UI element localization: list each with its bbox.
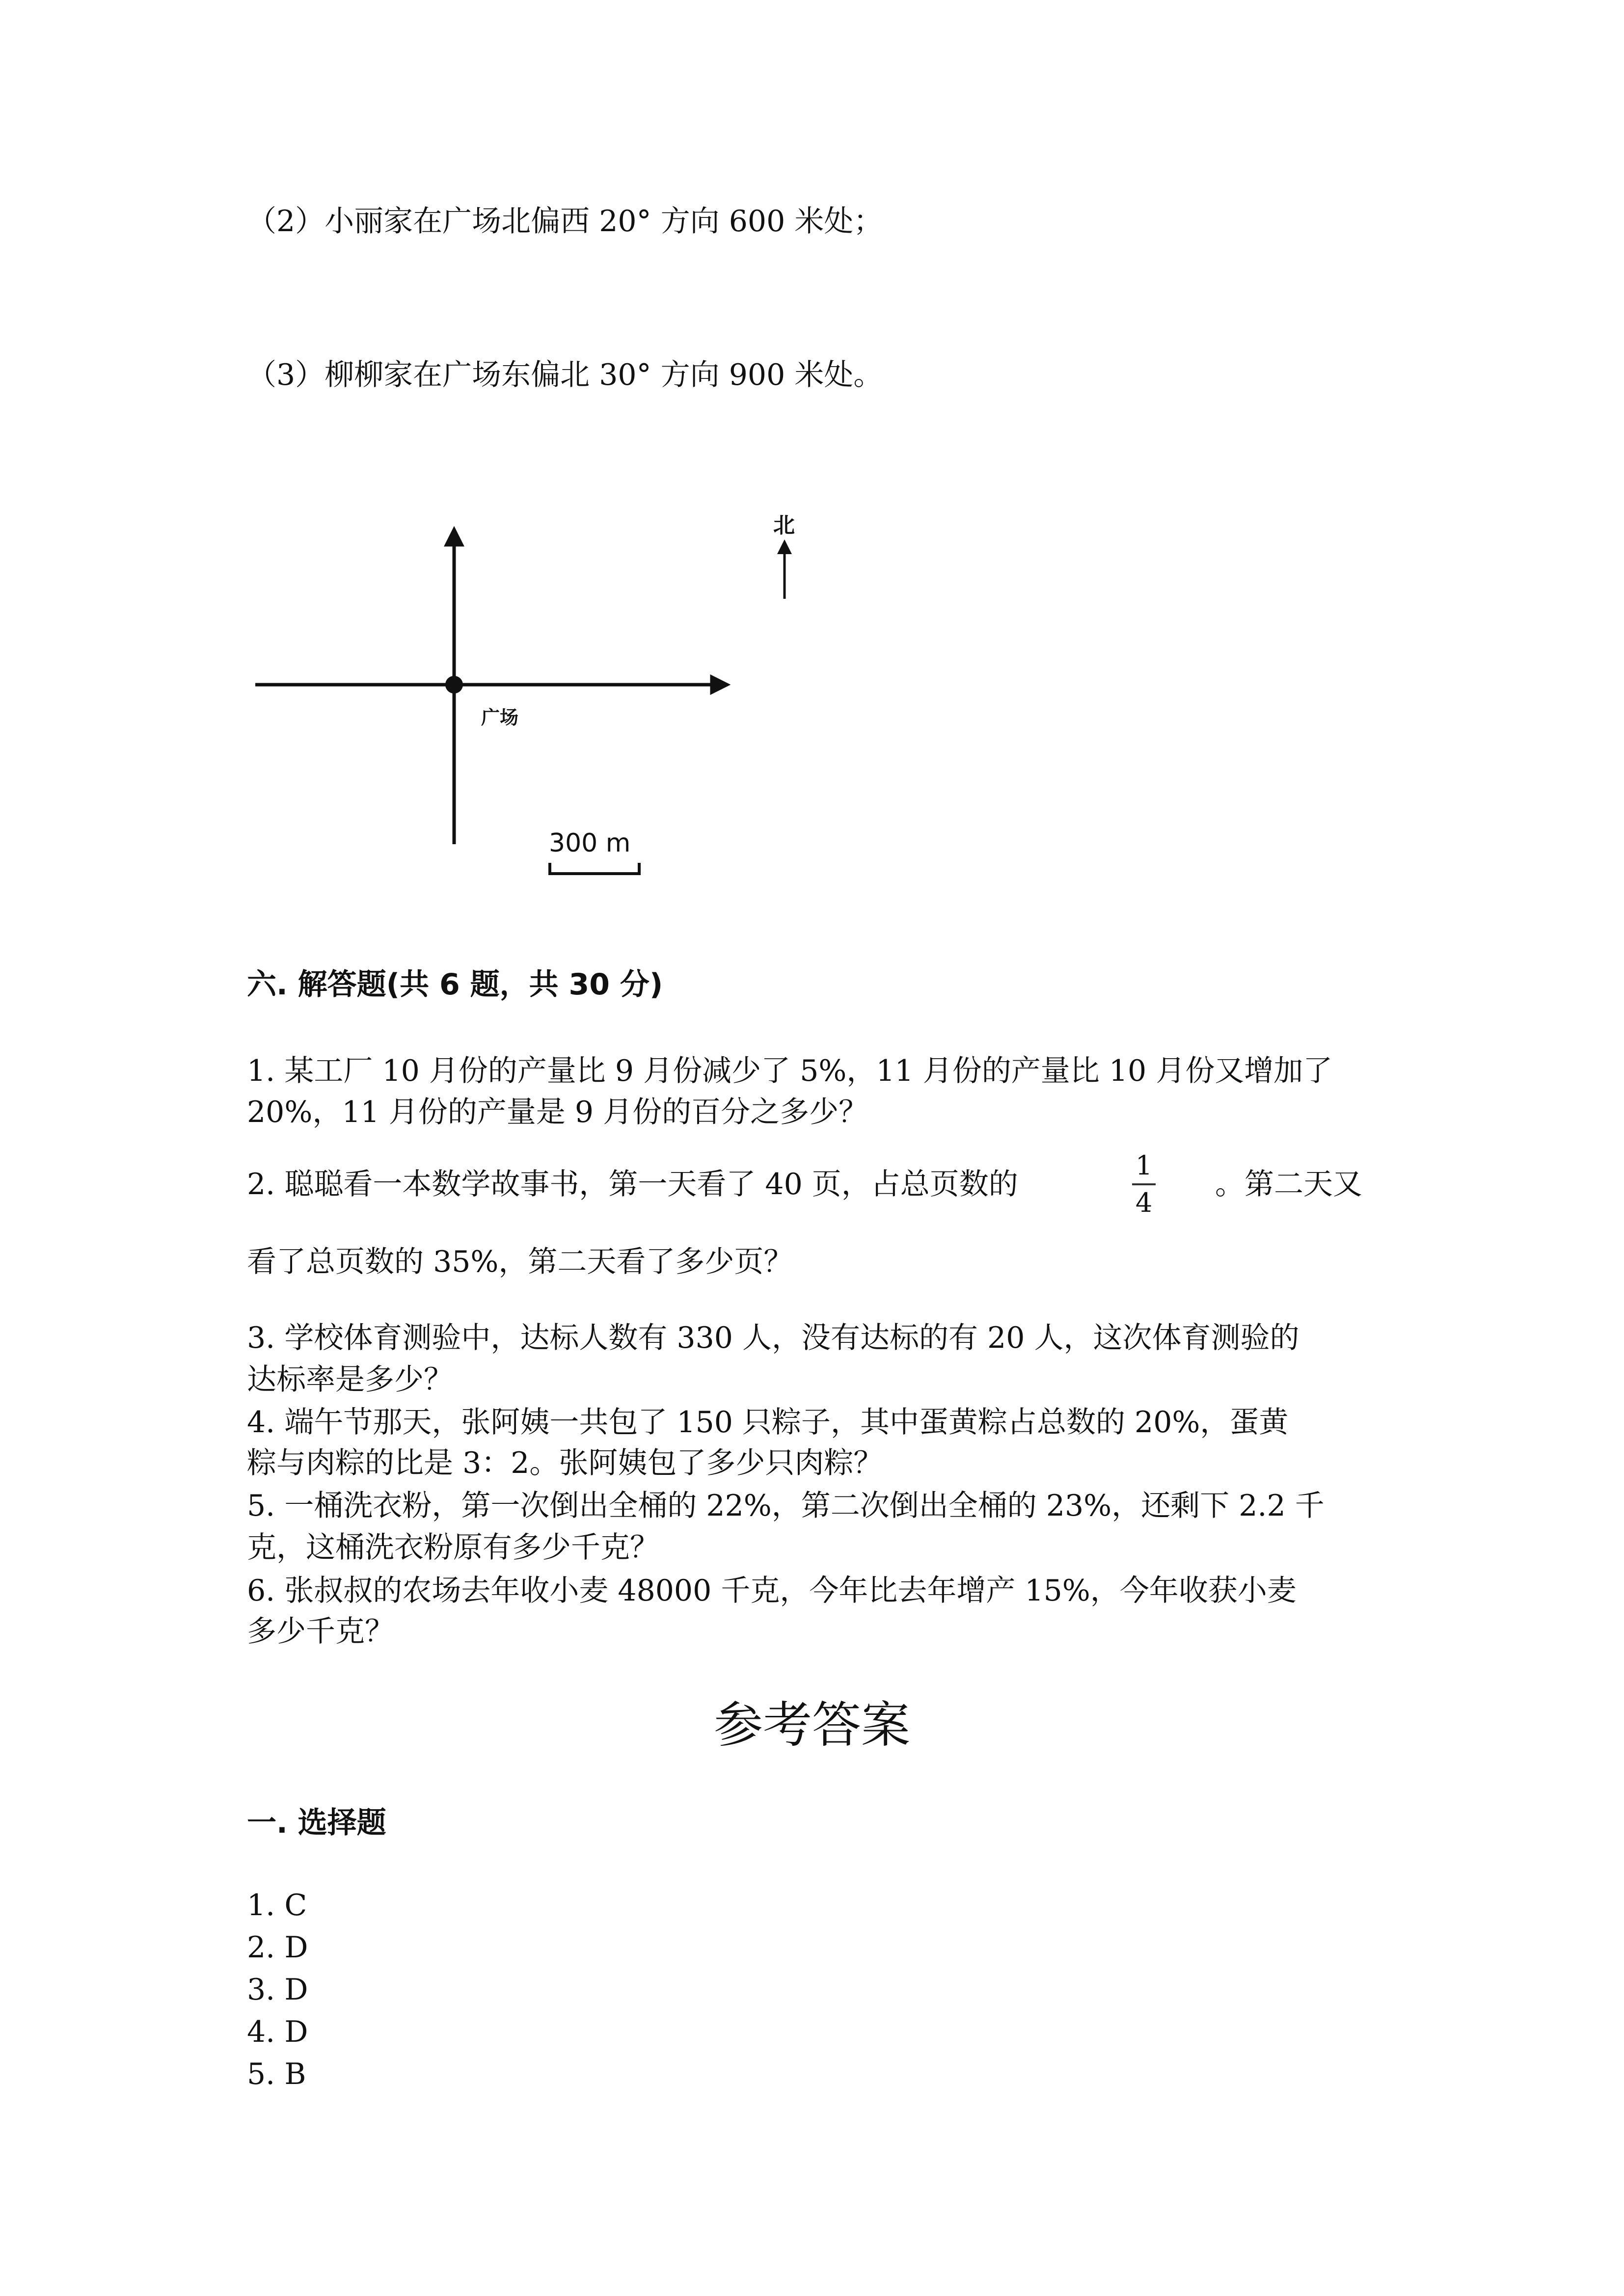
q2-line1-end: 。第二天又 bbox=[1215, 1167, 1362, 1201]
section6-title: 六. 解答题(共 6 题，共 30 分) bbox=[247, 967, 663, 1002]
q5-line2: 克，这桶洗衣粉原有多少千克？ bbox=[247, 1530, 659, 1565]
item-5-2: （2）小丽家在广场北偏西 20° 方向 600 米处； bbox=[247, 204, 883, 239]
q3-line1: 3. 学校体育测验中，达标人数有 330 人，没有达标的有 20 人，这次体育测验的 bbox=[247, 1321, 1299, 1355]
q3-line2: 达标率是多少？ bbox=[247, 1362, 453, 1397]
map-center-dot bbox=[445, 676, 463, 694]
fraction-denominator: 4 bbox=[1135, 1187, 1153, 1218]
center-label: 广场 bbox=[481, 707, 519, 728]
answer-item: 3. D bbox=[247, 1973, 308, 2007]
answer-item: 4. D bbox=[247, 2015, 308, 2049]
q2-line2: 看了总页数的 35%，第二天看了多少页？ bbox=[247, 1245, 793, 1279]
q2-fraction bbox=[1129, 1151, 1159, 1218]
scale-label: 300 m bbox=[549, 828, 631, 858]
q6-line2: 多少千克？ bbox=[247, 1614, 394, 1649]
fraction-numerator: 1 bbox=[1135, 1150, 1153, 1181]
q4-line2: 粽与肉粽的比是 3：2。张阿姨包了多少只肉粽？ bbox=[247, 1446, 883, 1480]
q1-line1: 1. 某工厂 10 月份的产量比 9 月份减少了 5%，11 月份的产量比 10 月份又增加了 bbox=[247, 1054, 1333, 1088]
item-5-3: （3）柳柳家在广场东偏北 30° 方向 900 米处。 bbox=[247, 358, 883, 392]
north-label: 北 bbox=[773, 513, 795, 538]
q5-line1: 5. 一桶洗衣粉，第一次倒出全桶的 22%，第二次倒出全桶的 23%，还剩下 2.2 千 bbox=[247, 1489, 1325, 1523]
q6-line1: 6. 张叔叔的农场去年收小麦 48000 千克，今年比去年增产 15%，今年收获小麦 bbox=[247, 1574, 1297, 1608]
answers-section1-title: 一. 选择题 bbox=[247, 1806, 386, 1840]
q4-line1: 4. 端午节那天，张阿姨一共包了 150 只粽子，其中蛋黄粽占总数的 20%，蛋黄 bbox=[247, 1405, 1289, 1440]
q2-line1: 2. 聪聪看一本数学故事书，第一天看了 40 页，占总页数的 bbox=[247, 1167, 1018, 1201]
answer-item: 1. C bbox=[247, 1888, 307, 1922]
answer-item: 2. D bbox=[247, 1930, 308, 1965]
scale-bar bbox=[550, 863, 639, 874]
q1-line2: 20%，11 月份的产量是 9 月份的百分之多少？ bbox=[247, 1095, 868, 1129]
answer-key-title: 参考答案 bbox=[714, 1696, 910, 1754]
answer-item: 5. B bbox=[247, 2057, 306, 2091]
